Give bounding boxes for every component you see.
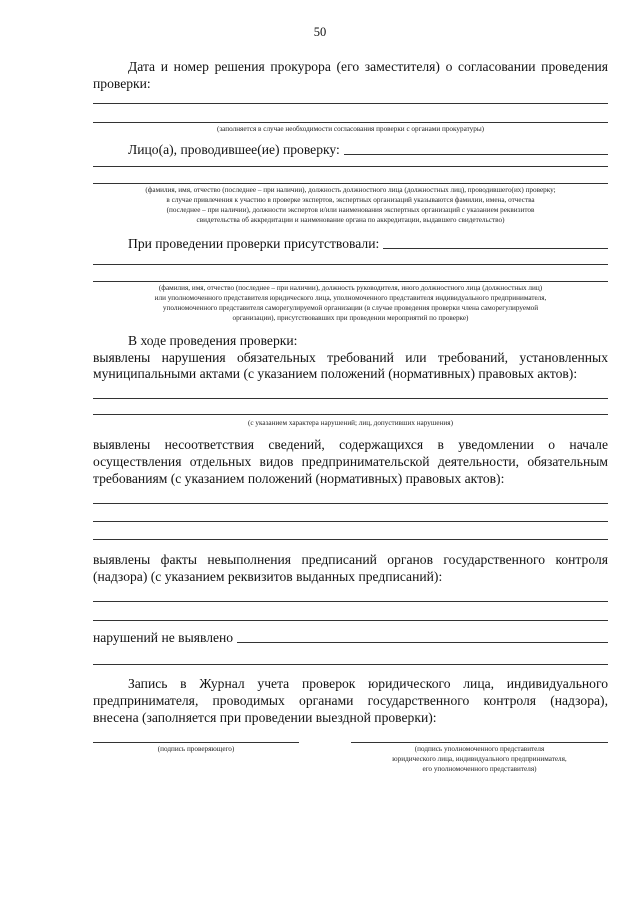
representative-signature-caption-3: его уполномоченного представителя) xyxy=(422,765,537,773)
prosecutor-decision-text-cont: проверки: xyxy=(93,76,151,91)
violations-line-1[interactable] xyxy=(93,398,608,399)
inconsistencies-line-2[interactable] xyxy=(93,521,608,522)
inspectors-caption-1: (фамилия, имя, отчество (последнее – при наличии), должность должностного лица (должностных лиц), проводившего(их) проверку; xyxy=(145,186,556,194)
present-row xyxy=(128,235,608,252)
prosecutor-decision-line-2[interactable] xyxy=(93,122,608,123)
journal-text-2: предпринимателя, проводимых органами государственного контроля (надзора), xyxy=(93,693,608,708)
non-compliance-line-1[interactable] xyxy=(93,601,608,602)
inconsistencies-text-2: осуществления отдельных видов предпринимательской деятельности, обязательным xyxy=(93,454,608,469)
no-violations-row xyxy=(93,629,608,646)
inspectors-caption-4: свидетельства об аккредитации и наименование органа по аккредитации, выдавшего свидетельство) xyxy=(196,216,505,224)
no-violations-input-line[interactable] xyxy=(237,642,608,643)
journal-text-1: Запись в Журнал учета проверок юридического лица, индивидуального xyxy=(128,676,608,691)
inspectors-input-line[interactable] xyxy=(344,154,608,155)
inconsistencies-line-3[interactable] xyxy=(93,539,608,540)
present-caption-2: или уполномоченного представителя юридического лица, уполномоченного представителя индивидуального предпринимателя, xyxy=(154,294,547,302)
inspector-signature-caption: (подпись проверяющего) xyxy=(157,745,235,753)
violations-line-2[interactable] xyxy=(93,414,608,415)
inconsistencies-text-1: выявлены несоответствия сведений, содержащихся в уведомлении о начале xyxy=(93,437,608,452)
present-caption-4: организации), присутствовавших при проведении мероприятий по проверке) xyxy=(232,314,469,322)
representative-signature-caption-1: (подпись уполномоченного представителя xyxy=(414,745,545,753)
prosecutor-decision-caption: (заполняется в случае необходимости согласования проверки с органами прокуратуры) xyxy=(216,125,485,133)
no-violations-line-2[interactable] xyxy=(93,664,608,665)
inspectors-caption-2: в случае привлечения к участию в проверке экспертов, экспертных организаций указываются фамилии, имена, отчества xyxy=(166,196,535,204)
non-compliance-line-2[interactable] xyxy=(93,620,608,621)
present-line-2[interactable] xyxy=(93,264,608,265)
inspectors-caption-3: (последнее – при наличии), должности экспертов и/или наименования экспертных организаций с указанием реквизитов xyxy=(166,206,535,214)
inspectors-label: Лицо(а), проводившее(ие) проверку: xyxy=(128,142,340,157)
inconsistencies-text-3: требованиям (с указанием положений (нормативных) правовых актов): xyxy=(93,471,505,486)
violations-intro: В ходе проведения проверки: xyxy=(128,333,298,348)
no-violations-label: нарушений не выявлено xyxy=(93,630,234,645)
representative-signature-caption-2: юридического лица, индивидуального предпринимателя, xyxy=(392,755,567,763)
journal-text-3: внесена (заполняется при проведении выездной проверки): xyxy=(93,710,437,725)
present-label: При проведении проверки присутствовали: xyxy=(128,236,380,251)
representative-signature-line[interactable] xyxy=(351,742,608,743)
violations-text-2: муниципальными актами (с указанием положений (нормативных) правовых актов): xyxy=(93,366,578,381)
prosecutor-decision-line-1[interactable] xyxy=(93,103,608,104)
inspectors-line-3[interactable] xyxy=(93,183,608,184)
page-number: 50 xyxy=(313,25,327,39)
inspectors-row xyxy=(128,141,608,158)
non-compliance-text-2: (надзора) (с указанием реквизитов выданных предписаний): xyxy=(93,569,443,584)
present-caption-3: уполномоченного представителя саморегулируемой организации (в случае проведения проверки члена саморегулируемой xyxy=(162,304,539,312)
violations-text-1: выявлены нарушения обязательных требований или требований, установленных xyxy=(93,350,608,365)
inconsistencies-line-1[interactable] xyxy=(93,503,608,504)
inspectors-line-2[interactable] xyxy=(93,166,608,167)
present-line-3[interactable] xyxy=(93,281,608,282)
violations-caption: (с указанием характера нарушений; лиц, допустивших нарушения) xyxy=(248,419,453,427)
prosecutor-decision-text: Дата и номер решения прокурора (его заместителя) о согласовании проведения xyxy=(128,59,608,74)
non-compliance-text-1: выявлены факты невыполнения предписаний органов государственного контроля xyxy=(93,552,608,567)
present-caption-1: (фамилия, имя, отчество (последнее – при наличии), должность руководителя, иного должностного лица (должностных лиц) xyxy=(158,284,543,292)
inspector-signature-line[interactable] xyxy=(93,742,299,743)
present-input-line[interactable] xyxy=(383,248,608,249)
